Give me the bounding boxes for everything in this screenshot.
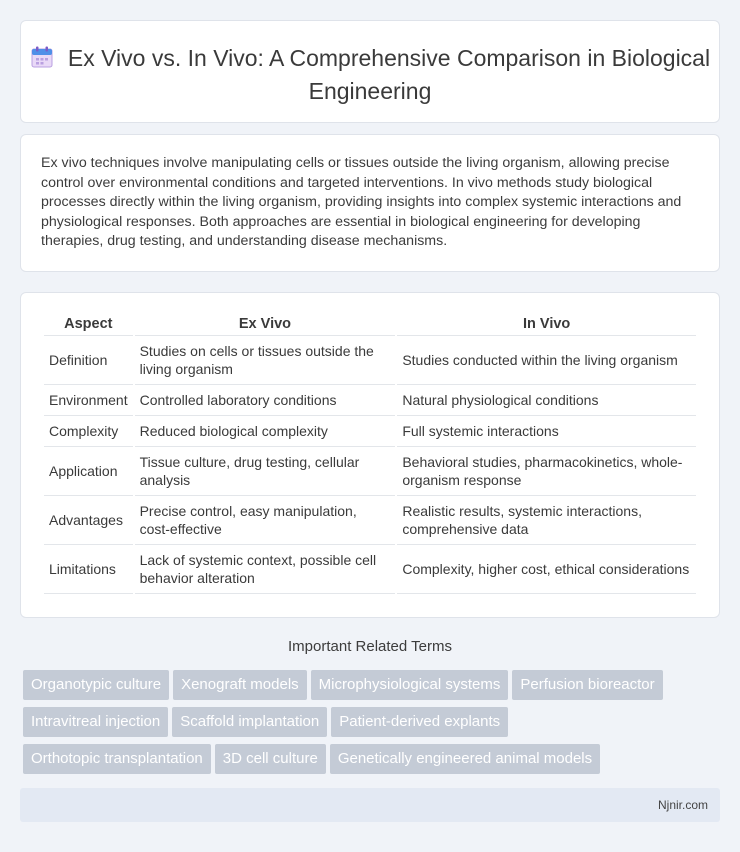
in-vivo-cell: Full systemic interactions [397,416,696,447]
tag-perfusion-bioreactor[interactable]: Perfusion bioreactor [512,670,662,700]
in-vivo-cell: Studies conducted within the living organism [397,336,696,385]
tag-row [23,707,723,744]
aspect-cell: Limitations [44,545,133,594]
in-vivo-cell: Realistic results, systemic interactions, comprehensive data [397,496,696,545]
tag-row [23,670,723,707]
intro-card [20,134,720,272]
related-terms-list [23,670,723,781]
table-header-row [44,315,696,336]
comparison-card [20,292,720,618]
table-row [44,336,696,385]
aspect-cell: Environment [44,385,133,416]
header-ex-vivo: Ex Vivo [135,315,396,336]
table-row [44,447,696,496]
tag-patient-derived-explants[interactable]: Patient-derived explants [331,707,508,737]
ex-vivo-cell: Precise control, easy manipulation, cost-effective [135,496,396,545]
header-card [20,20,720,123]
footer [20,788,720,822]
ex-vivo-cell: Reduced biological complexity [135,416,396,447]
tag-xenograft-models[interactable]: Xenograft models [173,670,307,700]
in-vivo-cell: Natural physiological conditions [397,385,696,416]
ex-vivo-cell: Lack of systemic context, possible cell behavior alteration [135,545,396,594]
ex-vivo-cell: Controlled laboratory conditions [135,385,396,416]
footer-site[interactable]: Njnir.com [657,798,708,812]
table-row [44,496,696,545]
in-vivo-cell: Complexity, higher cost, ethical considerations [397,545,696,594]
tag-genetically-engineered-animal-models[interactable]: Genetically engineered animal models [330,744,600,774]
comparison-table [42,315,698,594]
intro-text: Ex vivo techniques involve manipulating cells or tissues outside the living organism, allowing precise control over environmental conditions and targeted interventions. In vivo methods study biological processes directly within the living organism, providing insights into complex systemic interactions and physiological responses. Both approaches are essential in biological engineering for developing therapies, drug testing, and understanding disease mechanisms. [41,155,682,249]
page-title: Ex Vivo vs. In Vivo: A Comprehensive Comparison in Biological Engineering [67,45,711,104]
tag-orthotopic-transplantation[interactable]: Orthotopic transplantation [23,744,211,774]
header-aspect: Aspect [44,315,133,336]
tag-organotypic-culture[interactable]: Organotypic culture [23,670,169,700]
aspect-cell: Definition [44,336,133,385]
table-row [44,385,696,416]
aspect-cell: Application [44,447,133,496]
page-title-wrap [21,43,719,106]
aspect-cell: Complexity [44,416,133,447]
calendar-icon [30,45,54,76]
tag-intravitreal-injection[interactable]: Intravitreal injection [23,707,168,737]
tag-scaffold-implantation[interactable]: Scaffold implantation [172,707,327,737]
tag-row [23,744,723,781]
tag-3d-cell-culture[interactable]: 3D cell culture [215,744,326,774]
header-in-vivo: In Vivo [397,315,696,336]
in-vivo-cell: Behavioral studies, pharmacokinetics, whole-organism response [397,447,696,496]
related-terms-title: Important Related Terms [288,638,452,655]
ex-vivo-cell: Studies on cells or tissues outside the living organism [135,336,396,385]
table-row [44,545,696,594]
aspect-cell: Advantages [44,496,133,545]
tag-microphysiological-systems[interactable]: Microphysiological systems [311,670,509,700]
ex-vivo-cell: Tissue culture, drug testing, cellular analysis [135,447,396,496]
table-row [44,416,696,447]
